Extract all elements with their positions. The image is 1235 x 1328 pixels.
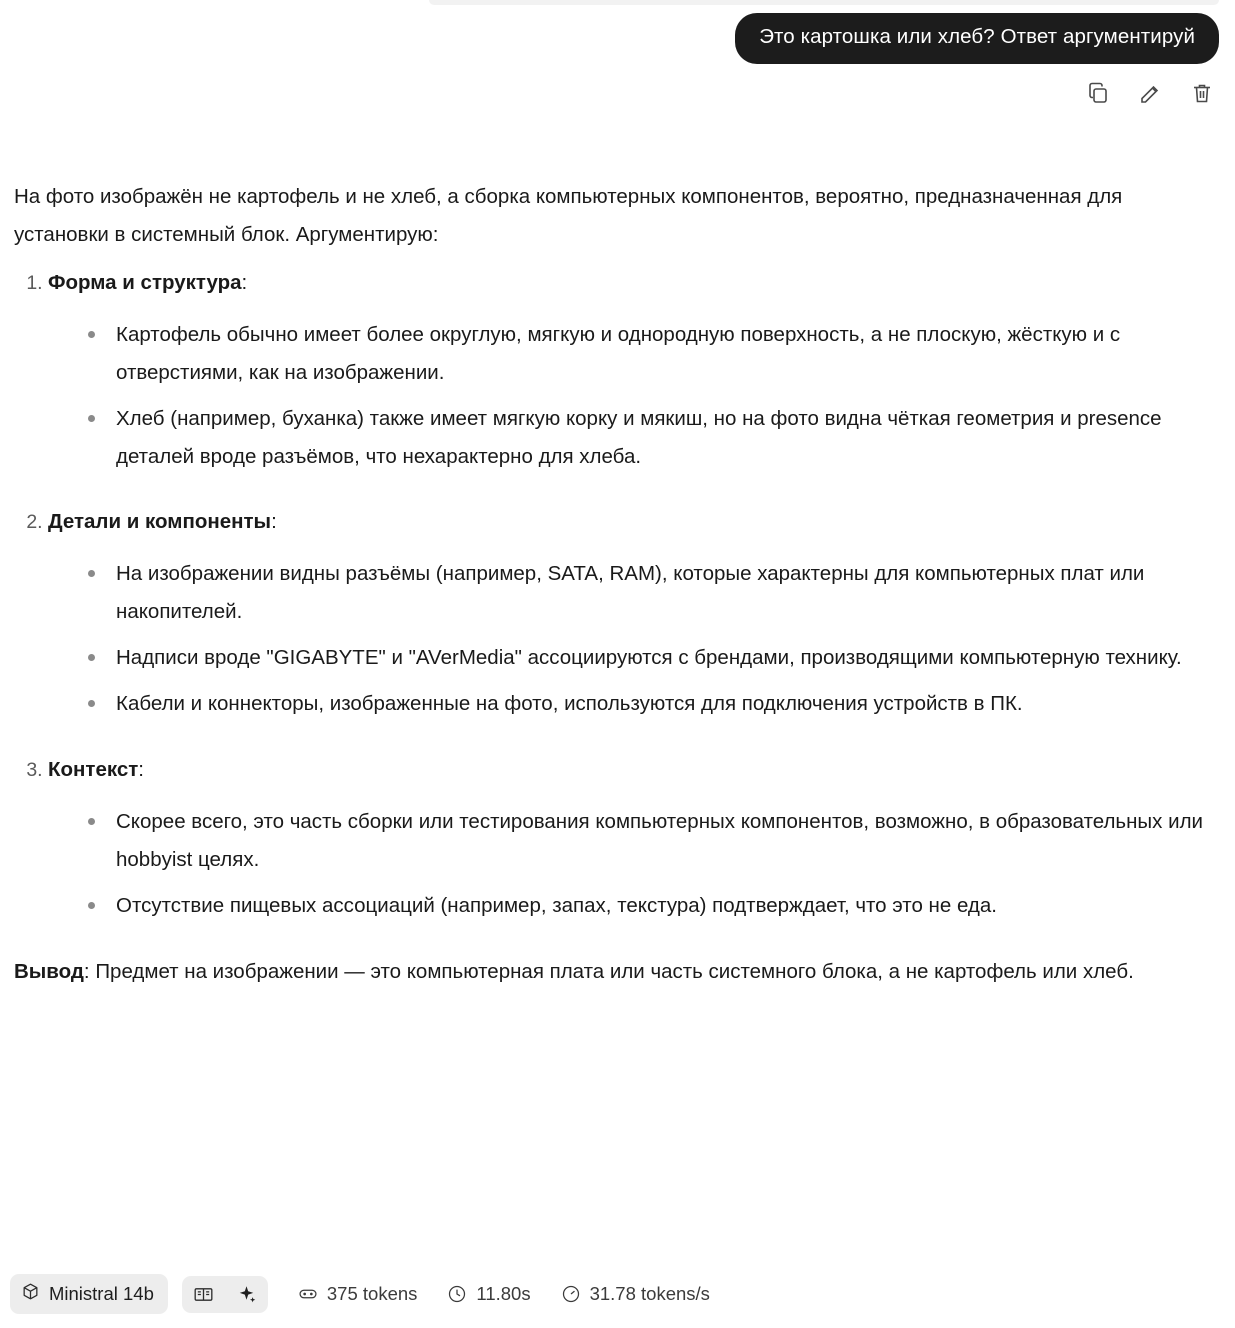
argument-item [48,264,1222,476]
argument-heading-suffix: : [271,510,277,534]
duration-meta [447,1283,530,1305]
argument-heading: Детали и компоненты [48,510,272,534]
tokens-icon [298,1284,318,1304]
conclusion-paragraph [14,953,1222,991]
speed-meta [561,1283,710,1305]
book-icon[interactable] [182,1276,225,1313]
argument-heading: Форма и структура [48,270,242,294]
clock-icon [447,1284,467,1304]
user-message-row [735,13,1219,64]
edit-icon[interactable] [1137,80,1163,106]
speed-value: 31.78 tokens/s [589,1283,710,1304]
argument-bullets [48,555,1222,723]
copy-icon[interactable] [1085,80,1111,106]
response-intro: На фото изображён не картофель и не хлеб, а сборка компьютерных компонентов, вероятно, предназначенная для установки в системный блок. Аргументирую: [14,185,1123,246]
delete-icon[interactable] [1189,80,1215,106]
argument-heading-suffix: : [138,758,144,782]
gauge-icon [561,1284,581,1304]
list-item: Кабели и коннекторы, изображенные на фото, используются для подключения устройств в ПК. [82,685,1222,723]
argument-item [48,503,1222,723]
tokens-meta [298,1283,418,1305]
list-item: Хлеб (например, буханка) также имеет мягкую корку и мякиш, но на фото видна чёткая геометрия и presence деталей вроде разъёмов, что нехарактерно для хлеба. [82,400,1222,476]
list-item: Скорее всего, это часть сборки или тестирования компьютерных компонентов, возможно, в образовательных или hobbyist целях. [82,803,1222,879]
assistant-response [14,178,1222,1011]
list-item: На изображении видны разъёмы (например, SATA, RAM), которые характерны для компьютерных плат или накопителей. [82,555,1222,631]
user-message-bubble: Это картошка или хлеб? Ответ аргументируй [735,13,1219,64]
sparkle-icon[interactable] [225,1276,268,1313]
list-item: Картофель обычно имеет более округлую, мягкую и однородную поверхность, а не плоскую, жёсткую и с отверстиями, как на изображении. [82,316,1222,392]
duration-value: 11.80s [476,1283,531,1304]
conclusion-text: : Предмет на изображении — это компьютерная плата или часть системного блока, а не картофель или хлеб. [83,959,1134,983]
message-actions [1085,80,1215,106]
previous-message-sliver [429,0,1219,5]
model-name: Ministral 14b [49,1283,154,1304]
conclusion-label: Вывод [14,959,84,983]
tokens-value: 375 tokens [326,1283,418,1304]
message-tool-group [182,1276,268,1313]
cube-icon [21,1282,40,1306]
argument-item [48,751,1222,925]
list-item: Отсутствие пищевых ассоциаций (например, запах, текстура) подтверждает, что это не еда. [82,887,1222,925]
argument-bullets [48,316,1222,476]
argument-list [14,264,1222,925]
list-item: Надписи вроде "GIGABYTE" и "AVerMedia" ассоциируются с брендами, производящими компьютерную технику. [82,639,1222,677]
argument-bullets [48,803,1222,925]
argument-heading-suffix: : [241,270,248,294]
model-chip[interactable] [10,1274,168,1314]
argument-heading: Контекст [48,758,139,782]
message-meta-bar [10,1274,710,1314]
